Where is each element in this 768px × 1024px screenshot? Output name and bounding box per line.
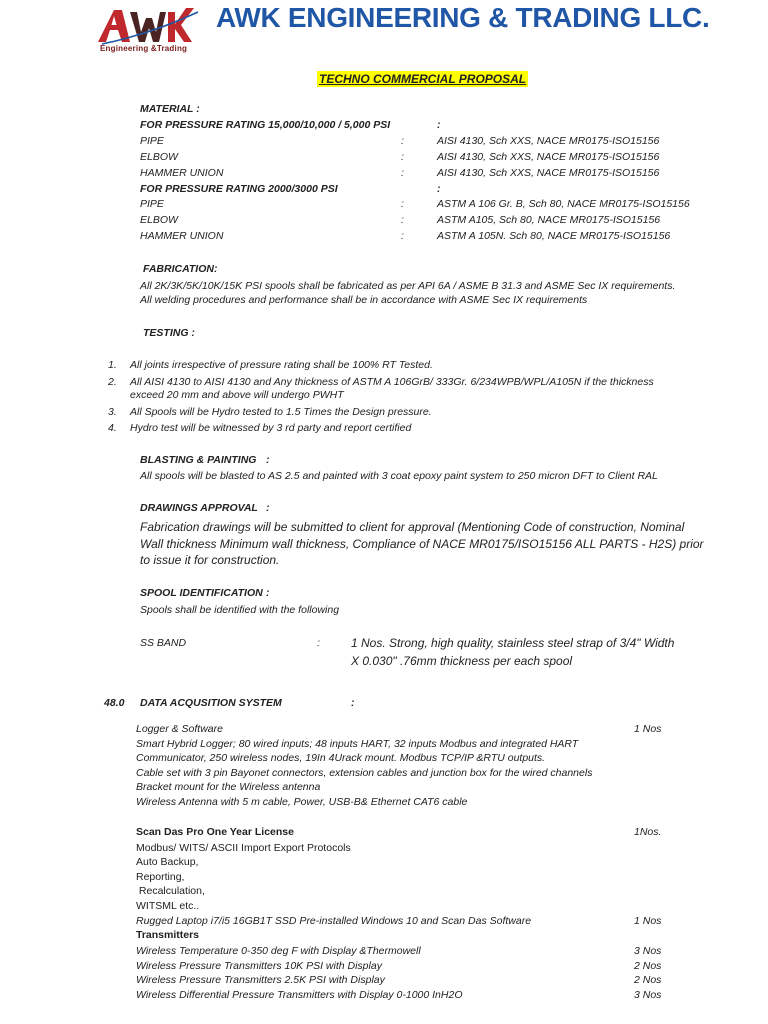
spool-heading: SPOOL IDENTIFICATION (140, 587, 263, 599)
license-title: Scan Das Pro One Year License (136, 826, 294, 838)
license-line: Recalculation, (136, 885, 205, 897)
logo-caption: Engineering &Trading (100, 44, 188, 53)
license-line: WITSML etc.. (136, 900, 200, 912)
testing-heading: TESTING : (143, 327, 195, 339)
logger-line: Smart Hybrid Logger; 80 wired inputs; 48 inputs HART, 32 inputs Modbus and integrated HART (136, 738, 579, 750)
logger-title: Logger & Software (136, 723, 223, 735)
ss-band-colon: : (317, 637, 320, 649)
license-line: Auto Backup, (136, 856, 199, 868)
group1-label: FOR PRESSURE RATING 15,000/10,000 / 5,000 PSI (140, 119, 391, 131)
logger-line: Bracket mount for the Wireless antenna (136, 781, 321, 793)
drawings-colon: : (266, 502, 270, 514)
blasting-colon: : (266, 454, 270, 466)
drawings-text: Fabrication drawings will be submitted to client for approval (Mentioning Code of construction, Nominal (140, 520, 685, 534)
license-line: Modbus/ WITS/ ASCII Import Export Protocols (136, 842, 351, 854)
ss-band-label: SS BAND (140, 637, 187, 649)
laptop-qty: 1 Nos (634, 915, 662, 927)
group2-label: FOR PRESSURE RATING 2000/3000 PSI (140, 183, 338, 195)
group1-colon: : (437, 119, 441, 131)
spool-colon: : (266, 587, 270, 599)
ss-band-text: 1 Nos. Strong, high quality, stainless steel strap of 3/4" Width (351, 636, 675, 650)
logger-qty: 1 Nos (634, 723, 662, 735)
logger-line: Wireless Antenna with 5 m cable, Power, USB-B& Ethernet CAT6 cable (136, 796, 468, 808)
ss-band-text: X 0.030" .76mm thickness per each spool (351, 654, 573, 668)
das-heading: DATA ACQUSITION SYSTEM (140, 697, 282, 709)
das-colon: : (351, 697, 355, 709)
transmitters-title: Transmitters (136, 929, 200, 941)
document-title: TECHNO COMMERCIAL PROPOSAL (319, 72, 527, 86)
drawings-heading: DRAWINGS APPROVAL (140, 502, 258, 514)
company-name: AWK ENGINEERING & TRADING LLC. (216, 2, 710, 33)
fabrication-text: All 2K/3K/5K/10K/15K PSI spools shall be fabricated as per API 6A / ASME B 31.3 and ASME Sec IX requirements. (140, 280, 676, 292)
blasting-heading: BLASTING & PAINTING (140, 454, 257, 466)
laptop-line: Rugged Laptop i7/i5 16GB1T SSD Pre-installed Windows 10 and Scan Das Software (136, 915, 532, 927)
license-line: Reporting, (136, 871, 185, 883)
material-heading: MATERIAL : (140, 103, 200, 115)
logger-line: Cable set with 3 pin Bayonet connectors, extension cables and junction box for the wired channels (136, 767, 593, 779)
blasting-text: All spools will be blasted to AS 2.5 and painted with 3 coat epoxy paint system to 250 micron DFT to Client RAL (140, 470, 658, 482)
group2-colon: : (437, 183, 441, 195)
das-number: 48.0 (104, 697, 125, 709)
license-qty: 1Nos. (634, 826, 662, 838)
spool-intro: Spools shall be identified with the following (140, 604, 340, 616)
drawings-text: Wall thickness Minimum wall thickness, Compliance of NACE MR0175/ISO15156 ALL PARTS - H2S) prior (140, 537, 704, 551)
logger-line: Communicator, 250 wireless nodes, 19In 4Urack mount. Modbus TCP/IP &RTU outputs. (136, 752, 546, 764)
fabrication-text: All welding procedures and performance shall be in accordance with ASME Sec IX requirements (140, 294, 588, 306)
fabrication-heading: FABRICATION: (143, 263, 218, 275)
drawings-text: to issue it for construction. (140, 553, 280, 567)
